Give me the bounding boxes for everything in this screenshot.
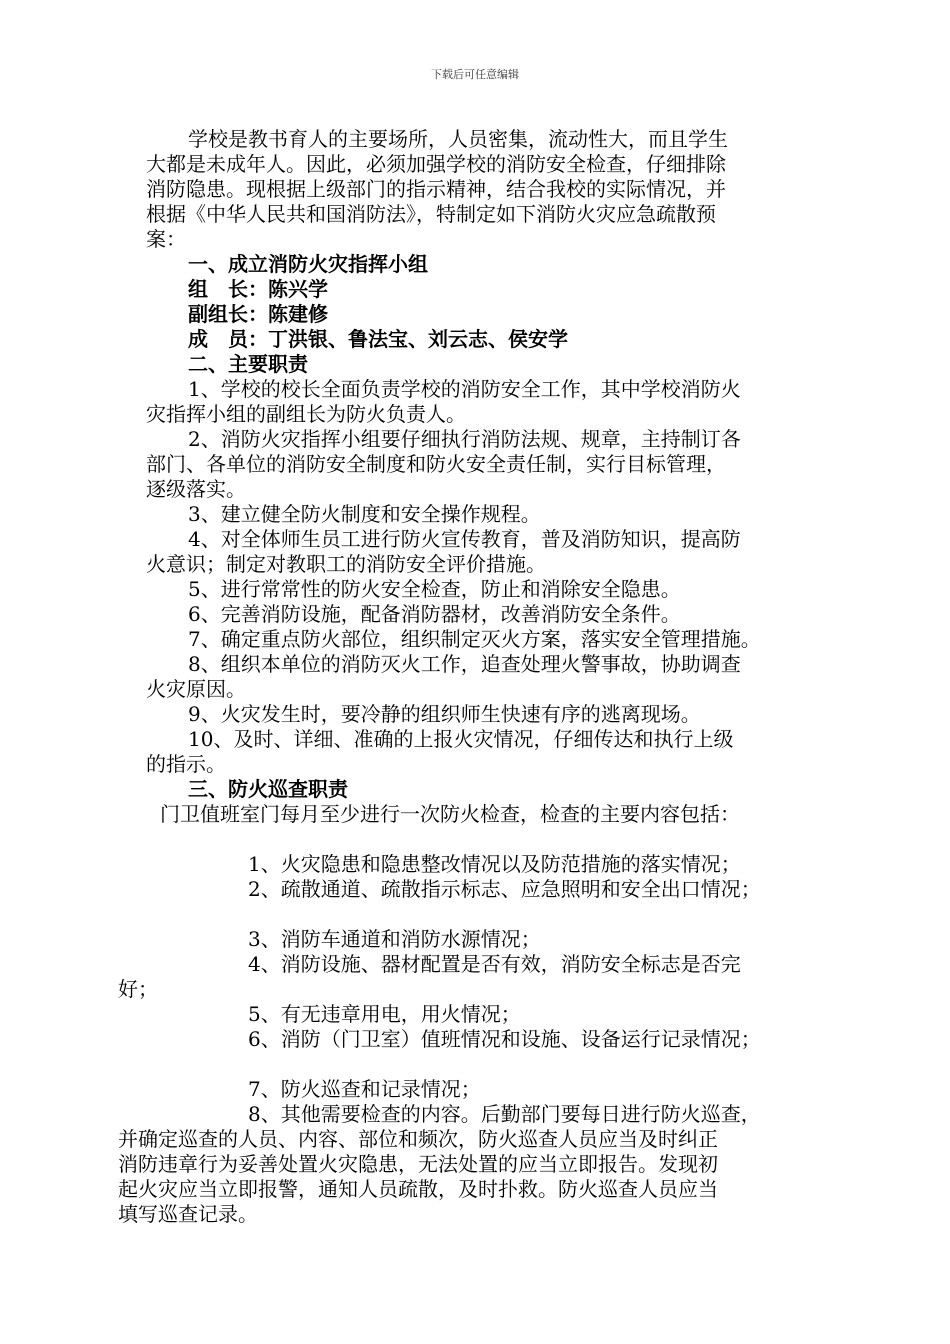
duty-line: 10、及时、详细、准确的上报火灾情况，仔细传达和执行上级 [188,727,734,751]
page-header: 下载后可任意编辑 [431,68,519,81]
check-item: 好； [118,977,158,1001]
check-item: 2、疏散通道、疏散指示标志、应急照明和安全出口情况； [248,877,761,901]
duty-line: 火灾原因。 [146,677,246,701]
duty-line: 8、组织本单位的消防灭火工作，追查处理火警事故，协助调查 [188,652,741,676]
section1-heading: 一、成立消防火灾指挥小组 [188,252,428,276]
intro-line: 根据《中华人民共和国消防法》，特制定如下消防火灾应急疏散预 [146,202,716,226]
check-item: 4、消防设施、器材配置是否有效，消防安全标志是否完 [248,952,741,976]
check-item: 5、有无违章用电，用火情况； [248,1002,521,1026]
check-item: 8、其他需要检查的内容。后勤部门要每日进行防火巡查， [248,1102,761,1126]
duty-line: 的指示。 [146,752,226,776]
duty-line: 5、进行常常性的防火安全检查，防止和消除安全隐患。 [188,577,681,601]
check-item: 3、消防车通道和消防水源情况； [248,927,541,951]
duty-line: 9、火灾发生时，要冷静的组织师生快速有序的逃离现场。 [188,702,701,726]
intro-line: 消防隐患。现根据上级部门的指示精神，结合我校的实际情况，并 [146,177,726,201]
duty-line: 1、学校的校长全面负责学校的消防安全工作，其中学校消防火 [188,377,741,401]
duty-line: 逐级落实。 [146,477,246,501]
check-item: 6、消防（门卫室）值班情况和设施、设备运行记录情况； [248,1027,761,1051]
duty-line: 6、完善消防设施，配备消防器材，改善消防安全条件。 [188,602,681,626]
check-item: 并确定巡查的人员、内容、部位和频次，防火巡查人员应当及时纠正 [118,1127,718,1151]
intro-line: 案： [146,227,186,251]
duty-line: 7、确定重点防火部位，组织制定灭火方案，落实安全管理措施。 [188,627,761,651]
duty-line: 灾指挥小组的副组长为防火负责人。 [146,402,466,426]
check-item: 填写巡查记录。 [118,1202,258,1226]
intro-line: 大都是未成年人。因此，必须加强学校的消防安全检查，仔细排除 [146,152,726,176]
group-leader: 组 长：陈兴学 [188,277,328,301]
check-item: 起火灾应当立即报警，通知人员疏散，及时扑救。防火巡查人员应当 [118,1177,718,1201]
group-members: 成 员：丁洪银、鲁法宝、刘云志、侯安学 [188,327,568,351]
duty-line: 4、对全体师生员工进行防火宣传教育，普及消防知识，提高防 [188,527,741,551]
section3-intro: 门卫值班室门每月至少进行一次防火检查，检查的主要内容包括： [160,802,740,826]
check-item: 消防违章行为妥善处置火灾隐患，无法处置的应当立即报告。发现初 [118,1152,718,1176]
check-item: 7、防火巡查和记录情况； [248,1077,481,1101]
intro-line: 学校是教书育人的主要场所，人员密集，流动性大，而且学生 [188,127,728,151]
duty-line: 火意识；制定对教职工的消防安全评价措施。 [146,552,546,576]
duty-line: 3、建立健全防火制度和安全操作规程。 [188,502,541,526]
section3-heading: 三、防火巡查职责 [188,777,348,801]
duty-line: 部门、各单位的消防安全制度和防火安全责任制，实行目标管理， [146,452,726,476]
section2-heading: 二、主要职责 [188,352,308,376]
check-item: 1、火灾隐患和隐患整改情况以及防范措施的落实情况； [248,852,741,876]
duty-line: 2、消防火灾指挥小组要仔细执行消防法规、规章，主持制订各 [188,427,741,451]
group-deputy: 副组长：陈建修 [188,302,328,326]
